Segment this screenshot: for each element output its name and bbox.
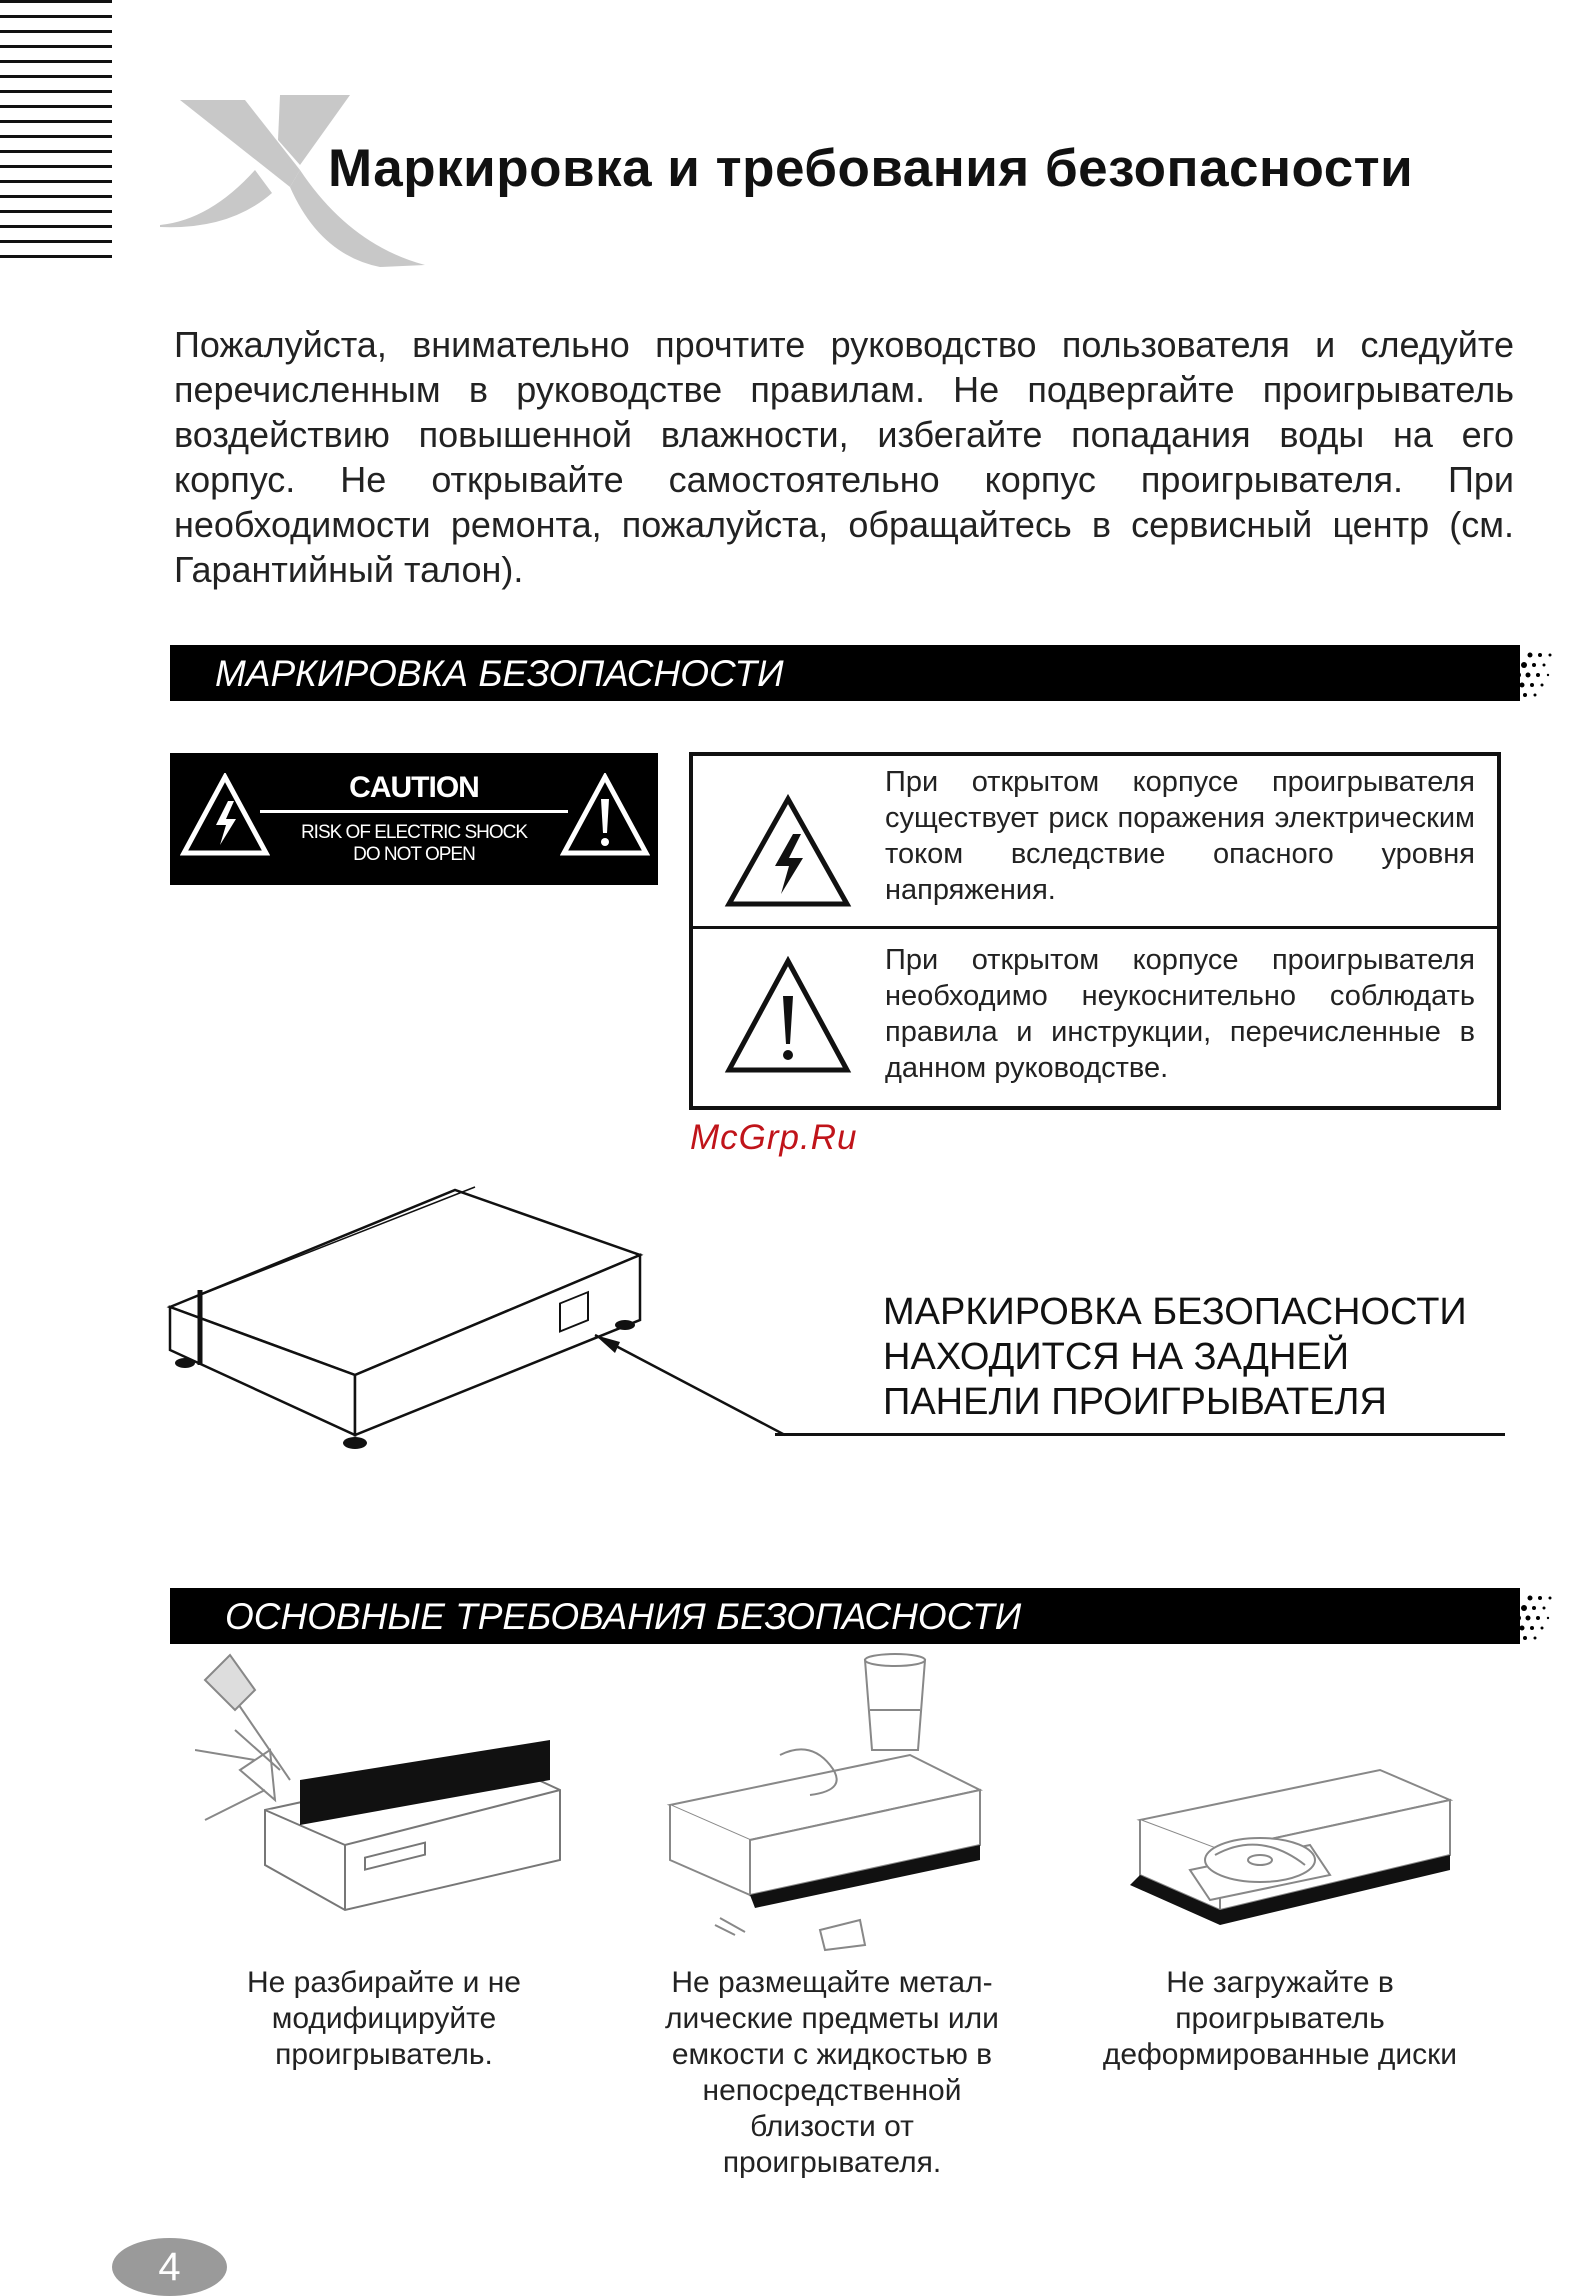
warning-text-1: При открытом корпусе проигрывателя существует риск поражения электрическим током вследствие опасного уровня напряжения. xyxy=(885,766,1475,906)
left-stripes-decoration xyxy=(0,0,112,270)
label-location-line-1: МАРКИРОВКА БЕЗОПАСНОСТИ xyxy=(883,1291,1467,1333)
warnings-divider xyxy=(693,926,1497,929)
disassembly-warning-illustration xyxy=(195,1650,565,1960)
section-heading-text: ОСНОВНЫЕ ТРЕБОВАНИЯ БЕЗОПАСНОСТИ xyxy=(225,1596,1022,1637)
section-heading-bar-2 xyxy=(170,1588,1520,1644)
caption-line: лические предметы или xyxy=(665,2002,999,2035)
label-location-line-3: ПАНЕЛИ ПРОИГРЫВАТЕЛЯ xyxy=(883,1381,1387,1423)
halftone-dots-decoration xyxy=(1460,645,1560,701)
liquid-objects-warning-illustration xyxy=(660,1650,1030,1960)
page-number-badge: 4 xyxy=(112,2238,227,2296)
caption-1 xyxy=(184,1965,584,2073)
caution-line-1: RISK OF ELECTRIC SHOCK xyxy=(300,822,528,843)
caption-3 xyxy=(1080,1965,1480,2073)
caption-line: модифицируйте xyxy=(271,2002,497,2035)
caption-line: Не разбирайте и не xyxy=(247,1966,521,1999)
halftone-dots-decoration xyxy=(1460,1588,1560,1644)
caption-line: деформированные диски xyxy=(1102,2038,1458,2071)
caption-line: близости от xyxy=(750,2110,914,2143)
caption-line: емкости с жидкостью в xyxy=(671,2038,993,2071)
deformed-disc-warning-illustration xyxy=(1130,1650,1500,1960)
warning-text-2: При открытом корпусе проигрывателя необходимо неукоснительно соблюдать правила и инструкции, перечисленные в данном руководстве. xyxy=(885,944,1475,1084)
callout-line xyxy=(775,1433,1505,1436)
caution-divider xyxy=(260,810,568,813)
caution-label xyxy=(170,753,658,885)
page-title: Маркировка и требования безопасности xyxy=(328,139,1414,198)
caption-2 xyxy=(632,1965,1032,2181)
warnings-box xyxy=(689,752,1501,1110)
caution-title: CAUTION xyxy=(349,771,479,804)
caption-line: проигрывателя. xyxy=(722,2146,942,2179)
exclamation-triangle-icon xyxy=(560,773,650,858)
caption-line: Не размещайте метал- xyxy=(671,1966,993,1999)
dvd-player-rear-illustration xyxy=(165,1185,785,1465)
caption-line: непосредственной xyxy=(702,2074,962,2107)
lightning-triangle-icon xyxy=(723,794,853,909)
caption-line: проигрыватель xyxy=(1175,2002,1385,2035)
section-heading-text: МАРКИРОВКА БЕЗОПАСНОСТИ xyxy=(215,653,784,694)
section-heading-bar-1 xyxy=(170,645,1520,701)
label-location-line-2: НАХОДИТСЯ НА ЗАДНЕЙ xyxy=(883,1336,1350,1378)
exclamation-triangle-icon xyxy=(723,956,853,1076)
caption-line: Не загружайте в xyxy=(1166,1966,1394,1999)
watermark-text: McGrp.Ru xyxy=(690,1118,858,1157)
caution-line-2: DO NOT OPEN xyxy=(353,844,475,865)
label-location-text xyxy=(883,1290,1467,1425)
intro-paragraph: Пожалуйста, внимательно прочтите руководство пользователя и следуйте перечисленным в руководстве правилам. Не подвергайте проигрыватель воздействию повышенной влажности, избегайте попадания воды на его корпус. Не открывайте самостоятельно корпус проигрывателя. При необходимости ремонта, пожалуйста, обращайтесь в сервисный центр (см. Гарантийный талон). xyxy=(174,324,1514,590)
caption-line: проигрыватель. xyxy=(275,2038,493,2071)
